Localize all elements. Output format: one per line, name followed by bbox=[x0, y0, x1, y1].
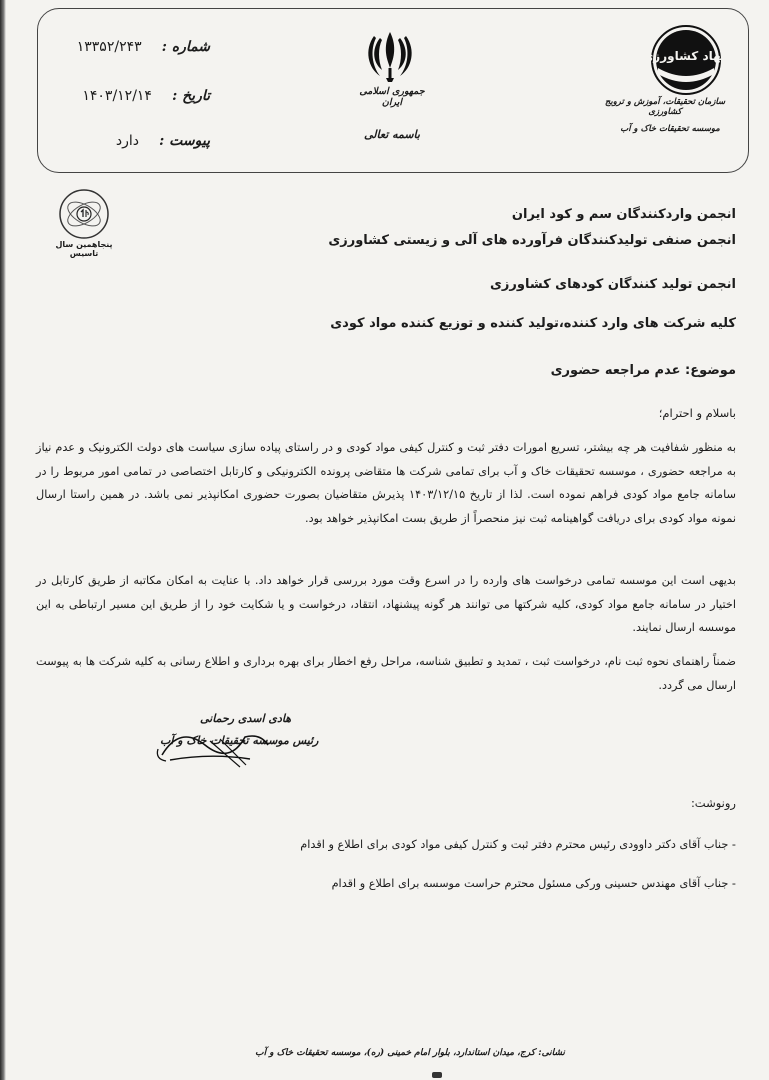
number-value: ۱۳۳۵۲/۲۴۳ bbox=[76, 39, 142, 55]
signatory-name: هادی اسدی رحمانی bbox=[200, 712, 292, 725]
jahad-keshavarzi-logo bbox=[642, 24, 730, 96]
anniversary-title: پنجاهمین سال تاسیس bbox=[55, 240, 113, 258]
logo-text: جهاد کشاورزی bbox=[642, 49, 730, 63]
addressee-line: انجمن تولید کنندگان کودهای کشاورزی bbox=[490, 277, 736, 292]
iran-emblem-icon bbox=[366, 28, 414, 88]
basmala: باسمه تعالی bbox=[364, 128, 420, 141]
body-paragraph: به منظور شفافیت هر چه بیشتر، تسریع امورات دفتر ثبت و کنترل کیفی مواد کودی و در راستای پیاده سازی سیاست های دولت الکترونیک و عدم نیاز به مراجعه حضوری ، موسسه تحقیقات خاک و آب برای تمامی شرکت ها متقاضی پرونده الکترونیکی و کارتابل اختصاصی در تمامی امور مربوط را در سامانه جامع مواد کودی فراهم نموده است. لذا از تاریخ ۱۴۰۳/۱۲/۱۵ پذیرش متقاضیان بصورت حضوری امکانپذیر نمی باشد. در همین راستا ارسال نمونه مواد کودی برای دریافت گواهینامه ثبت نیز منحصراً از طریق بست امکانپذیر خواهد بود. bbox=[36, 441, 736, 525]
copy-recipient: - جناب آقای مهندس حسینی ورکی مسئول محترم حراست موسسه برای اطلاع و اقدام bbox=[331, 877, 736, 890]
salutation: باسلام و احترام؛ bbox=[658, 406, 736, 420]
addressee-line: انجمن واردکنندگان سم و کود ایران bbox=[511, 207, 736, 222]
org-name: سازمان تحقیقات، آموزش و ترویج کشاورزی bbox=[604, 97, 726, 117]
addressee-line: انجمن صنفی تولیدکنندگان فرآورده های آلی و زیستی کشاورزی bbox=[328, 233, 736, 248]
body-paragraph: بدیهی است این موسسه تمامی درخواست های وارده را در اسرع وقت مورد بررسی قرار خواهد داد. با عنایت به امکان مکاتبه از طریق کارتابل در اختیار در سامانه جامع مواد کودی، کلیه شرکتها می توانند هر گونه پیشنهاد، انتقاد، درخواست و یا شکایت خود را از طریق این مسیر ارتباطی به این موسسه ارسال نمایند. bbox=[36, 574, 736, 634]
anniversary-logo bbox=[48, 186, 120, 244]
signatory-title: رئیس موسسه تحقیقات خاک و آب bbox=[160, 734, 319, 747]
letter-date bbox=[82, 88, 210, 104]
letter-subject: موضوع: عدم مراجعه حضوری bbox=[550, 363, 736, 378]
body-paragraph: ضمناً راهنمای نحوه ثبت نام، درخواست ثبت ، تمدید و تطبیق شناسه، مراحل رفع اخطار برای بهره برداری و اطلاع رسانی به کلیه شرکت ها به پیوست ارسال می گردد. bbox=[36, 655, 736, 692]
footer-address: نشانی: کرج، میدان استاندارد، بلوار امام خمینی (ره)، موسسه تحقیقات خاک و آب bbox=[255, 1048, 565, 1058]
number-label: شماره : bbox=[161, 39, 210, 55]
org-subdivision: موسسه تحقیقات خاک و آب bbox=[620, 124, 720, 134]
letter-number bbox=[76, 39, 210, 55]
signature-scribble bbox=[150, 715, 280, 770]
copy-recipient: - جناب آقای دکتر داوودی رئیس محترم دفتر ثبت و کنترل کیفی مواد کودی برای اطلاع و اقدام bbox=[300, 838, 736, 851]
scan-edge bbox=[0, 0, 6, 1080]
letter-attachment bbox=[110, 133, 210, 149]
attachment-label: پیوست : bbox=[159, 133, 210, 149]
copies-label: رونوشت: bbox=[690, 796, 736, 810]
date-label: تاریخ : bbox=[172, 88, 210, 104]
emblem-caption: جمهوری اسلامی ایران bbox=[359, 86, 425, 108]
footer-mark bbox=[432, 1072, 442, 1078]
attachment-value: دارد bbox=[115, 133, 139, 149]
addressee-line: کلیه شرکت های وارد کننده،تولید کننده و توزیع کننده مواد کودی bbox=[330, 316, 736, 331]
date-value: ۱۴۰۳/۱۲/۱۴ bbox=[82, 88, 152, 104]
